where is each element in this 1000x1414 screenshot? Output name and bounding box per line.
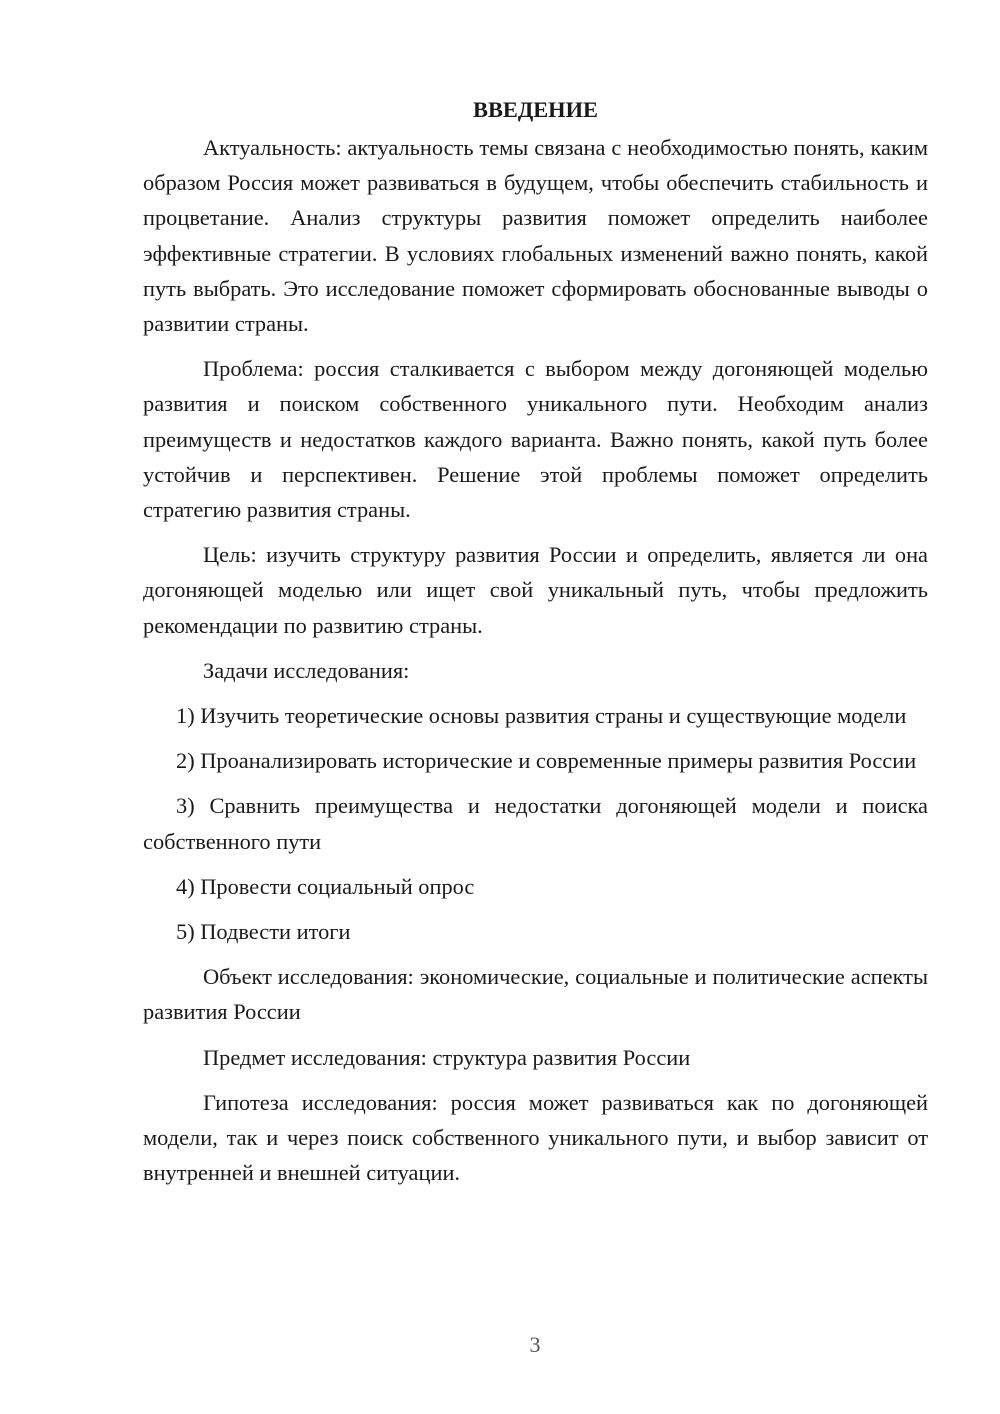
paragraph-object: Объект исследования: экономические, социальные и политические аспекты развития России <box>143 964 928 1025</box>
page-title: ВВЕДЕНИЕ <box>473 97 598 122</box>
task-item-3: 3) Сравнить преимущества и недостатки догоняющей модели и поиска собственного пути <box>143 793 928 854</box>
task-item-2: 2) Проанализировать исторические и современные примеры развития России <box>176 748 917 774</box>
paragraph-subject: Предмет исследования: структура развития России <box>203 1044 691 1070</box>
paragraph-goal: Цель: изучить структуру развития России и определить, является ли она догоняющей моделью или ищет свой уникальный путь, чтобы предложить рекомендации по развитию страны. <box>143 542 928 638</box>
task-item-1: 1) Изучить теоретические основы развития страны и существующие модели <box>176 703 907 729</box>
document-page <box>143 92 928 1200</box>
paragraph-relevance: Актуальность: актуальность темы связана с необходимостью понять, каким образом Россия может развиваться в будущем, чтобы обеспечить стабильность и процветание. Анализ структуры развития поможет определить наиболее эффективные стратегии. В условиях глобальных изменений важно понять, какой путь выбрать. Это исследование поможет сформировать обоснованные выводы о развитии страны. <box>143 135 928 337</box>
tasks-heading: Задачи исследования: <box>203 657 410 683</box>
paragraph-hypothesis: Гипотеза исследования: россия может развиваться как по догоняющей модели, так и через поиск собственного уникального пути, и выбор зависит от внутренней и внешней ситуации. <box>143 1089 928 1186</box>
task-item-5: 5) Подвести итоги <box>176 919 351 945</box>
paragraph-problem: Проблема: россия сталкивается с выбором между догоняющей моделью развития и поиском собственного уникального пути. Необходим анализ преимуществ и недостатков каждого варианта. Важно понять, какой путь более устойчив и перспективен. Решение этой проблемы поможет определить стратегию развития страны. <box>143 356 928 523</box>
task-item-4: 4) Провести социальный опрос <box>176 873 475 899</box>
page-number: 3 <box>529 1332 541 1357</box>
